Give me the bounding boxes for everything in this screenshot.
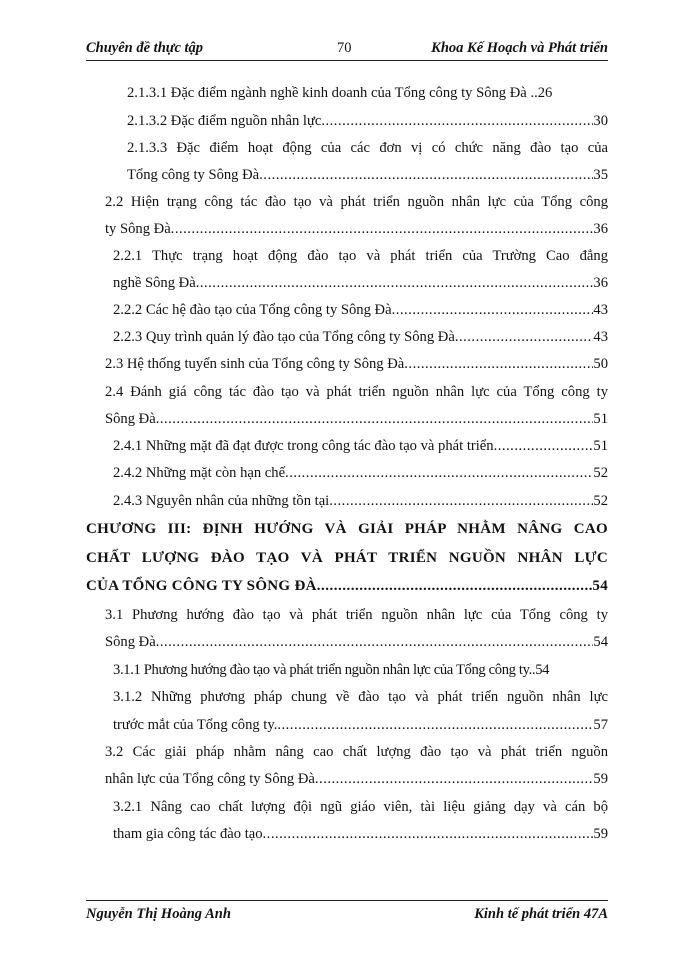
toc-entry-3-1-1[interactable] [113, 659, 608, 681]
dot-leader [156, 631, 594, 653]
toc-entry-title: 2.2.1 Thực trạng hoạt động đào tạo và phát triển của Trường Cao đẳng [113, 248, 608, 264]
toc-entry-title-cont: trước mắt của Tổng công ty. [113, 717, 278, 733]
toc-entry-page: 51 [593, 411, 608, 427]
toc-entry-page: 35 [593, 167, 608, 183]
toc-entry-title: 3.2.1 Nâng cao chất lượng đội ngũ giáo viên, tài liệu giảng dạy và cán bộ [113, 799, 608, 815]
toc-entry-title-cont: Sông Đà [105, 411, 156, 427]
toc-entry-2-2-3[interactable] [113, 326, 608, 348]
toc-entry-2-4-1[interactable] [113, 435, 608, 457]
dot-leader [171, 218, 594, 240]
toc-entry-page: 36 [593, 275, 608, 291]
toc-entry-page: 54 [535, 662, 550, 678]
toc-entry-page: 30 [593, 113, 608, 129]
toc-entry-page: 59 [593, 826, 608, 842]
toc-entry-2-1-3-2[interactable] [127, 110, 608, 132]
toc-entry-title-cont: tham gia công tác đào tạo [113, 826, 263, 842]
header-faculty: Khoa Kế Hoạch và Phát triển [431, 40, 608, 56]
toc-entry-page: 36 [593, 221, 608, 237]
toc-chapter-title: CHƯƠNG III: ĐỊNH HƯỚNG VÀ GIẢI PHÁP NHẰM NÂNG CAO [86, 521, 608, 537]
dot-leader [455, 326, 594, 348]
dot-leader [196, 272, 594, 294]
toc-entry-2-4-line1[interactable] [105, 381, 608, 403]
toc-entry-title: 2.4.3 Nguyên nhân của những tồn tại [113, 493, 330, 509]
toc-entry-3-1-2-line2[interactable] [113, 714, 608, 736]
toc-entry-2-4-line2[interactable] [105, 408, 608, 430]
dot-leader [315, 768, 594, 790]
toc-chapter-3-line3[interactable] [86, 575, 608, 597]
toc-entry-2-3[interactable] [105, 353, 608, 375]
header-document-type: Chuyên đề thực tập [86, 40, 204, 56]
dot-leader [494, 435, 594, 457]
toc-chapter-title-cont: CỦA TỔNG CÔNG TY SÔNG ĐÀ [86, 578, 317, 594]
toc-entry-2-2-1-line1[interactable] [113, 245, 608, 267]
toc-entry-title: 2.1.3.3 Đặc điểm hoạt động của các đơn vị có chức năng đào tạo của [127, 140, 608, 156]
toc-entry-title-cont: Sông Đà [105, 634, 156, 650]
toc-entry-page: 43 [593, 302, 608, 318]
toc-entry-2-1-3-3-line2[interactable] [127, 164, 608, 186]
dot-leader [277, 714, 593, 736]
footer-author: Nguyễn Thị Hoàng Anh [86, 906, 231, 922]
toc-entry-page: 26 [537, 85, 553, 101]
toc-entry-page: 50 [593, 356, 608, 372]
toc-entry-page: 57 [593, 717, 608, 733]
toc-entry-title: 2.2.3 Quy trình quản lý đào tạo của Tổng công ty Sông Đà [113, 329, 455, 345]
toc-entry-title: 2.2.2 Các hệ đào tạo của Tổng công ty Sông Đà [113, 302, 392, 318]
toc-entry-title: 3.1 Phương hướng đào tạo và phát triển nguồn nhân lực của Tổng công ty [105, 607, 608, 623]
toc-entry-title: 2.4.1 Những mặt đã đạt được trong công tác đào tạo và phát triển [113, 438, 494, 454]
dot-leader [317, 575, 593, 597]
toc-entry-title: 2.1.3.2 Đặc điểm nguồn nhân lực [127, 113, 322, 129]
toc-entry-title-cont: Tổng công ty Sông Đà [127, 167, 260, 183]
toc-entry-2-4-3[interactable] [113, 490, 608, 512]
toc-entry-page: 51 [593, 438, 608, 454]
toc-entry-2-2-line2[interactable] [105, 218, 608, 240]
toc-entry-title-cont: nghề Sông Đà [113, 275, 196, 291]
dot-leader [156, 408, 594, 430]
toc-entry-3-2-line1[interactable] [105, 741, 608, 763]
dot-leader [321, 110, 593, 132]
toc-entry-title: 2.2 Hiện trạng công tác đào tạo và phát triển nguồn nhân lực của Tổng công [105, 194, 608, 210]
toc-entry-title: 3.1.2 Những phương pháp chung về đào tạo và phát triển nguồn nhân lực [113, 689, 608, 705]
toc-entry-2-4-2[interactable] [113, 462, 608, 484]
toc-entry-page: 52 [593, 493, 608, 509]
toc-entry-3-2-line2[interactable] [105, 768, 608, 790]
toc-entry-title-cont: nhân lực của Tổng công ty Sông Đà [105, 771, 315, 787]
toc-entry-page: 54 [592, 578, 608, 594]
toc-entry-3-1-2-line1[interactable] [113, 686, 608, 708]
toc-entry-page: 43 [593, 329, 608, 345]
toc-entry-2-2-2[interactable] [113, 299, 608, 321]
page-footer [86, 900, 608, 923]
toc-entry-3-2-1-line2[interactable] [113, 823, 608, 845]
dot-leader [329, 490, 593, 512]
toc-entry-page: 52 [593, 465, 608, 481]
toc-entry-title: 2.1.3.1 Đặc điểm ngành nghề kinh doanh của Tổng công ty Sông Đà .. [127, 85, 538, 101]
toc-entry-3-1-line2[interactable] [105, 631, 608, 653]
toc-entry-2-1-3-1[interactable] [127, 82, 608, 104]
toc-chapter-3-line1[interactable] [86, 518, 608, 540]
dot-leader [285, 462, 593, 484]
dot-leader [263, 823, 594, 845]
toc-entry-title: 3.2 Các giải pháp nhằm nâng cao chất lượng đào tạo và phát triển nguồn [105, 744, 608, 760]
dot-leader [404, 353, 593, 375]
header-page-number: 70 [337, 40, 352, 56]
toc-entry-page: 59 [593, 771, 608, 787]
toc-entry-title: 3.1.1 Phương hướng đào tạo và phát triển nguồn nhân lực của Tổng công ty.. [113, 662, 536, 678]
toc-entry-2-2-1-line2[interactable] [113, 272, 608, 294]
toc-chapter-3-line2[interactable] [86, 547, 608, 569]
toc-entry-title: 2.3 Hệ thống tuyển sinh của Tổng công ty Sông Đà [105, 356, 405, 372]
toc-entry-title-cont: ty Sông Đà [105, 221, 171, 237]
toc-entry-2-2-line1[interactable] [105, 191, 608, 213]
toc-entry-3-2-1-line1[interactable] [113, 796, 608, 818]
toc-entry-2-1-3-3-line1[interactable] [127, 137, 608, 159]
toc-chapter-title-cont: CHẤT LƯỢNG ĐÀO TẠO VÀ PHÁT TRIỂN NGUỒN NHÂN LỰC [86, 550, 608, 566]
toc-entry-3-1-line1[interactable] [105, 604, 608, 626]
dot-leader [392, 299, 594, 321]
toc-entry-page: 54 [593, 634, 608, 650]
toc-entry-title: 2.4 Đánh giá công tác đào tạo và phát triển nguồn nhân lực của Tổng công ty [105, 384, 608, 400]
toc-entry-title: 2.4.2 Những mặt còn hạn chế [113, 465, 286, 481]
footer-class: Kinh tế phát triển 47A [474, 906, 608, 922]
dot-leader [259, 164, 593, 186]
